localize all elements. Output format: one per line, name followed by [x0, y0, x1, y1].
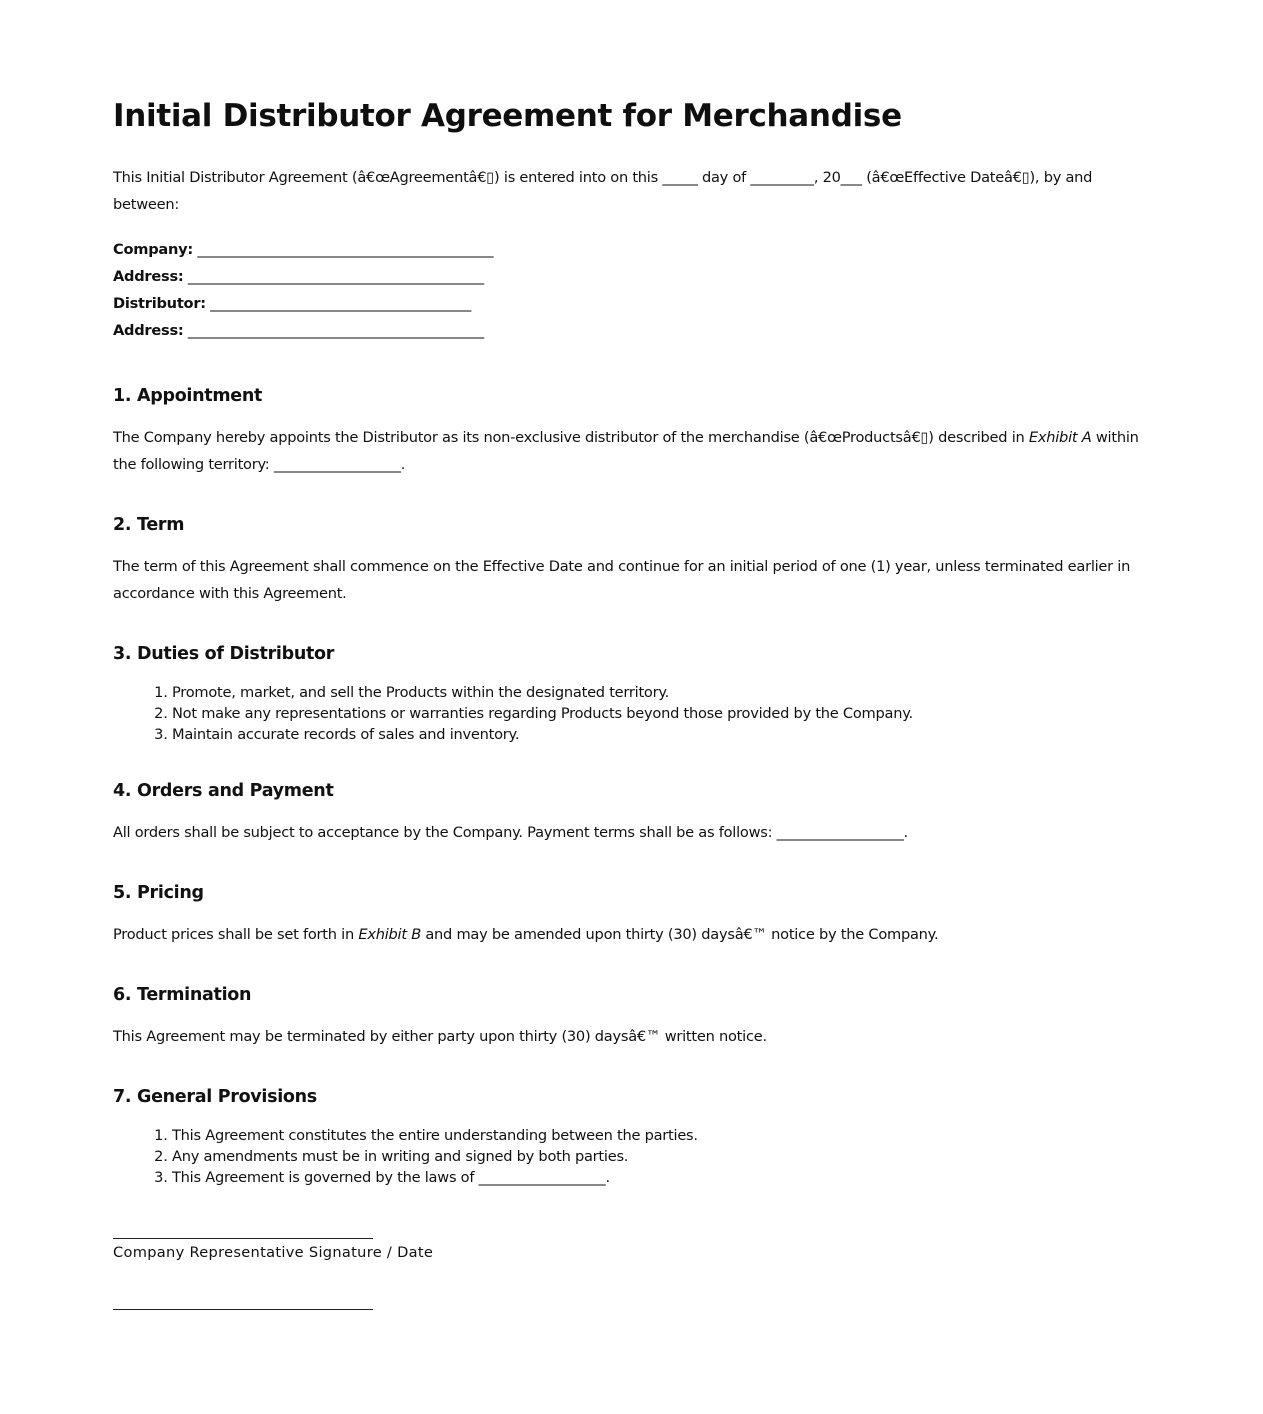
- company-signature-label: Company Representative Signature / Date: [113, 1244, 434, 1261]
- section-text: This Agreement may be terminated by either party upon thirty (30) daysâ€™ written notice.: [113, 1028, 767, 1045]
- list-item: 2. Any amendments must be in writing and signed by both parties.: [172, 1146, 1150, 1167]
- signature-block: [113, 1238, 1150, 1310]
- distributor-label: Distributor:: [113, 295, 206, 312]
- section-duties: [113, 642, 1150, 745]
- exhibit-b-reference: Exhibit B: [358, 926, 421, 943]
- section-text: The term of this Agreement shall commence on the Effective Date and continue for an initial period of one (1) year, unless terminated earlier in accordance with this Agreement.: [113, 558, 1131, 602]
- list-item: 3. Maintain accurate records of sales and inventory.: [172, 724, 1150, 745]
- company-field: [113, 236, 1150, 263]
- provisions-list: [113, 1125, 1150, 1188]
- duties-list: [113, 682, 1150, 745]
- section-heading: 5. Pricing: [113, 883, 204, 903]
- section-appointment: [113, 384, 1150, 478]
- page-title: Initial Distributor Agreement for Merchandise: [113, 98, 902, 134]
- distributor-field: [113, 290, 1150, 317]
- exhibit-a-reference: Exhibit A: [1028, 429, 1092, 446]
- section-heading: 4. Orders and Payment: [113, 781, 334, 801]
- text-fragment: Product prices shall be set forth in: [113, 926, 359, 943]
- company-label: Company:: [113, 241, 193, 258]
- intro-paragraph: This Initial Distributor Agreement (â€œAgreementâ€▯) is entered into on this _____ day of _________, 20___ (â€œEffective Dateâ€▯), by and between:: [113, 169, 1093, 213]
- section-text: [113, 424, 1150, 478]
- company-address-label: Address:: [113, 268, 184, 285]
- section-general-provisions: [113, 1085, 1150, 1188]
- distributor-address-label: Address:: [113, 322, 184, 339]
- company-address-blank: __________________________________________: [187, 268, 484, 285]
- section-text: All orders shall be subject to acceptance by the Company. Payment terms shall be as follows: __________________.: [113, 824, 908, 841]
- text-fragment: The Company hereby appoints the Distributor as its non-exclusive distributor of the merchandise (â€œProductsâ€▯) described in: [113, 429, 1029, 446]
- list-item: 3. This Agreement is governed by the laws of __________________.: [172, 1167, 1150, 1188]
- company-blank: __________________________________________: [197, 241, 494, 258]
- list-item: 1. Promote, market, and sell the Products within the designated territory.: [172, 682, 1150, 703]
- section-heading: 7. General Provisions: [113, 1087, 317, 1107]
- list-item: 1. This Agreement constitutes the entire understanding between the parties.: [172, 1125, 1150, 1146]
- section-term: [113, 513, 1150, 607]
- section-text: [113, 921, 1150, 948]
- section-heading: 6. Termination: [113, 985, 252, 1005]
- distributor-address-blank: __________________________________________: [187, 322, 484, 339]
- text-fragment: within the following territory: __________________.: [113, 429, 1139, 473]
- section-heading: 2. Term: [113, 515, 185, 535]
- distributor-signature-line: [113, 1309, 373, 1310]
- company-address-field: [113, 263, 1150, 290]
- text-fragment: and may be amended upon thirty (30) daysâ€™ notice by the Company.: [420, 926, 939, 943]
- company-signature-line: [113, 1238, 373, 1239]
- list-item: 2. Not make any representations or warranties regarding Products beyond those provided by the Company.: [172, 703, 1150, 724]
- section-pricing: [113, 881, 1150, 948]
- distributor-address-field: [113, 317, 1150, 344]
- section-orders: [113, 779, 1150, 846]
- section-heading: 3. Duties of Distributor: [113, 644, 335, 664]
- section-termination: [113, 983, 1150, 1050]
- party-fields: [113, 236, 1150, 344]
- distributor-blank: _____________________________________: [210, 295, 471, 312]
- section-heading: 1. Appointment: [113, 386, 263, 406]
